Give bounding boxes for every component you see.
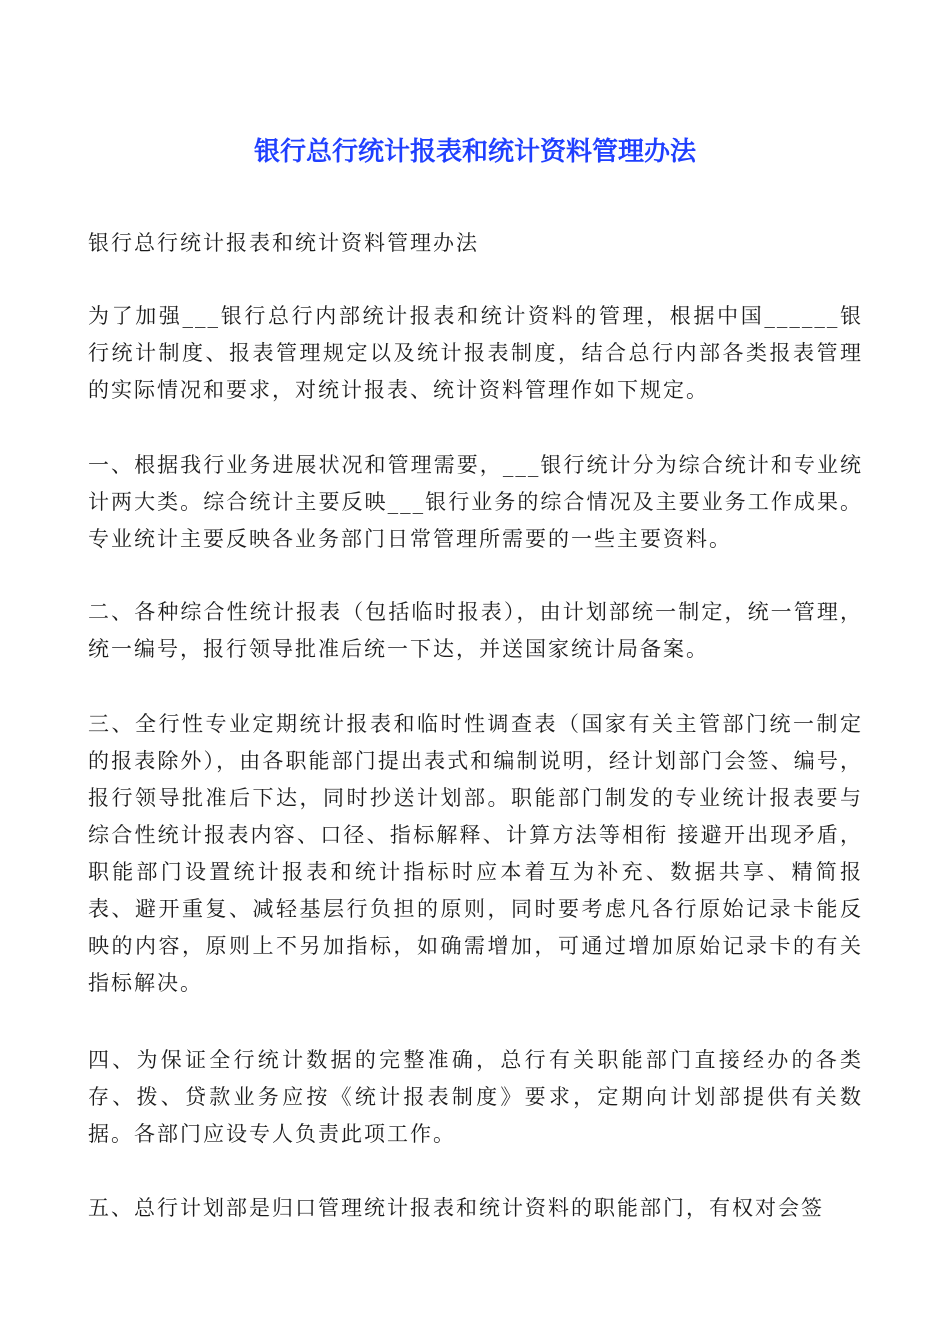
- document-subtitle: 银行总行统计报表和统计资料管理办法: [88, 231, 479, 255]
- section-2-paragraph: 二、各种综合性统计报表（包括临时报表），由计划部统一制定，统一管理，统一编号，报行领导批准后统一下达，并送国家统计局备案。: [88, 600, 863, 661]
- section-4-paragraph: 四、为保证全行统计数据的完整准确，总行有关职能部门直接经办的各类存、拨、贷款业务应按《统计报表制度》要求，定期向计划部提供有关数据。各部门应设专人负责此项工作。: [88, 1048, 863, 1146]
- intro-paragraph: 为了加强___银行总行内部统计报表和统计资料的管理，根据中国______银行统计制度、报表管理规定以及统计报表制度，结合总行内部各类报表管理的实际情况和要求，对统计报表、统计资料管理作如下规定。: [88, 304, 863, 402]
- section-5-paragraph: 五、总行计划部是归口管理统计报表和统计资料的职能部门，有权对会签: [88, 1196, 824, 1220]
- section-1-paragraph: 一、根据我行业务进展状况和管理需要，___银行统计分为综合统计和专业统计两大类。综合统计主要反映___银行业务的综合情况及主要业务工作成果。专业统计主要反映各业务部门日常管理所需要的一些主要资料。: [88, 453, 863, 551]
- document-title: 银行总行统计报表和统计资料管理办法: [253, 137, 696, 167]
- section-3-paragraph: 三、全行性专业定期统计报表和临时性调查表（国家有关主管部门统一制定的报表除外），由各职能部门提出表式和编制说明，经计划部门会签、编号，报行领导批准后下达，同时抄送计划部。职能部门制发的专业统计报表要与综合性统计报表内容、口径、指标解释、计算方法等相衔 接避开出现矛盾，职能部门设置统计报表和统计指标时应本着互为补充、数据共享、精简报表、避开重复、减轻基层行负担的原则，同时要考虑凡各行原始记录卡能反映的内容，原则上不另加指标，如确需增加，可通过增加原始记录卡的有关指标解决。: [88, 712, 863, 995]
